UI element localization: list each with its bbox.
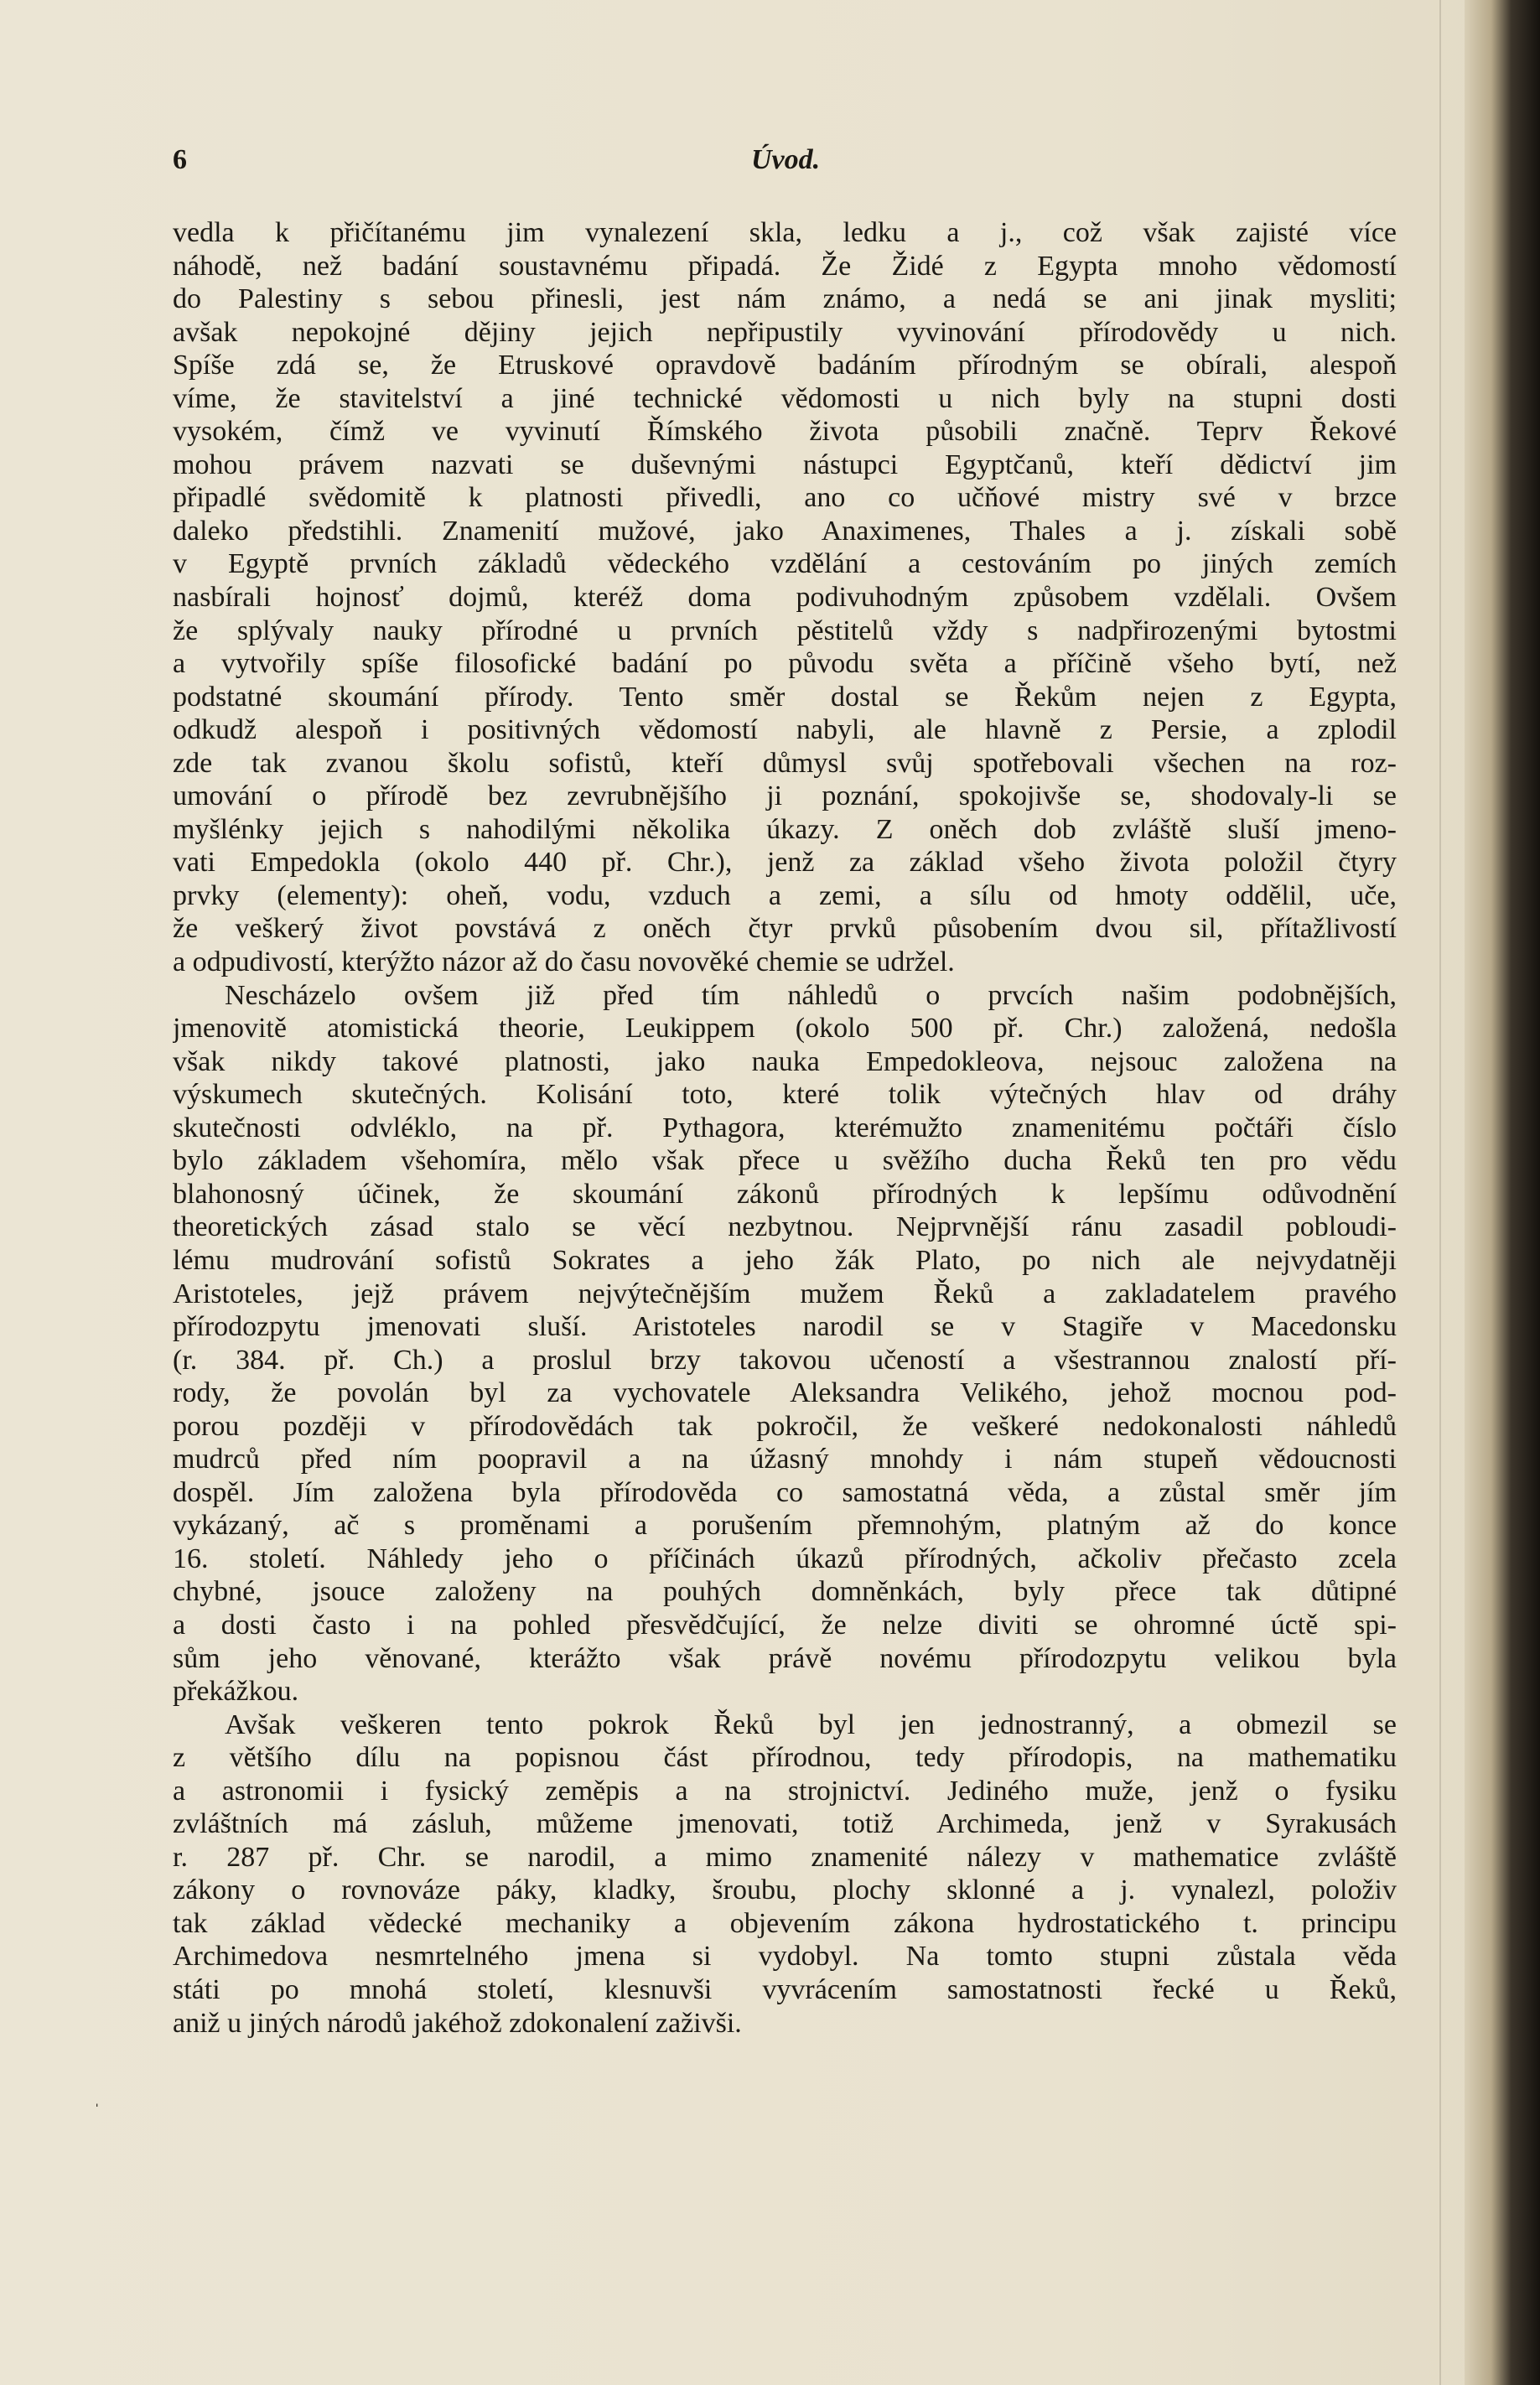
text-line: vysokém, čímž ve vyvinutí Římského života působili značně. Teprv Řekové <box>173 416 1397 448</box>
text-line: vykázaný, ač s proměnami a porušením přemnohým, platným až do konce <box>173 1510 1397 1542</box>
text-line: Archimedova nesmrtelného jmena si vydobyl. Na tomto stupni zůstala věda <box>173 1941 1397 1973</box>
text-line: myšlénky jejich s nahodilými několika úkazy. Z oněch dob zvláště sluší jmeno- <box>173 813 1397 845</box>
margin-mark: ˈ <box>94 2100 101 2121</box>
text-line: a dosti často i na pohled přesvědčující, že nelze diviti se ohromné úctě spi- <box>173 1609 1397 1641</box>
text-line: rody, že povolán byl za vychovatele Aleksandra Velikého, jehož mocnou pod- <box>173 1377 1397 1409</box>
text-line: víme, že stavitelství a jiné technické vědomosti u nich byly na stupni dosti <box>173 382 1397 414</box>
text-line: že veškerý život povstává z oněch čtyr prvků působením dvou sil, přítažlivostí <box>173 913 1397 945</box>
text-line: prvky (elementy): oheň, vodu, vzduch a zemi, a sílu od hmoty oddělil, uče, <box>173 879 1397 911</box>
text-line: zvláštních má zásluh, můžeme jmenovati, totiž Archimeda, jenž v Syrakusách <box>173 1808 1397 1840</box>
text-line: a astronomii i fysický zeměpis a na strojnictví. Jediného muže, jenž o fysiku <box>173 1775 1397 1807</box>
body-text <box>173 216 1397 2040</box>
text-line: skutečnosti odvléklo, na př. Pythagora, kterémužto znamenitému počtáři číslo <box>173 1112 1397 1143</box>
text-line: a odpudivostí, kterýžto názor až do času novověké chemie se udržel. <box>173 946 955 978</box>
text-line: avšak nepokojné dějiny jejich nepřipustily vyvinování přírodovědy u nich. <box>173 316 1397 348</box>
text-line: r. 287 př. Chr. se narodil, a mimo znamenité nálezy v mathematice zvláště <box>173 1841 1397 1873</box>
text-line: Spíše zdá se, že Etruskové opravdově badáním přírodným se obírali, alespoň <box>173 350 1397 381</box>
text-line: vati Empedokla (okolo 440 př. Chr.), jenž za základ všeho života položil čtyry <box>173 847 1397 879</box>
text-line: chybné, jsouce založeny na pouhých domněnkách, byly přece tak důtipné <box>173 1576 1397 1608</box>
text-line: umování o přírodě bez zevrubnějšího ji poznání, spokojivše se, shodovaly-li se <box>173 780 1397 812</box>
text-line: theoretických zásad stalo se věcí nezbytnou. Nejprvnější ránu zasadil pobloudi- <box>173 1211 1397 1243</box>
text-line: Aristoteles, jejž právem nejvýtečnějším mužem Řeků a zakladatelem pravého <box>173 1278 1397 1309</box>
text-line: dospěl. Jím založena byla přírodověda co samostatná věda, a zůstal směr jím <box>173 1476 1397 1508</box>
paragraph-start-line: Nescházelo ovšem již před tím náhledů o prvcích našim podobnějších, <box>225 979 1397 1011</box>
text-line: daleko předstihli. Znamenití mužové, jako Anaximenes, Thales a j. získali sobě <box>173 515 1397 547</box>
text-line: porou později v přírodovědách tak pokročil, že veškeré nedokonalosti náhledů <box>173 1410 1397 1442</box>
text-line: 16. století. Náhledy jeho o příčinách úkazů přírodných, ačkoliv přečasto zcela <box>173 1542 1397 1574</box>
text-line: však nikdy takové platnosti, jako nauka Empedokleova, nejsouc založena na <box>173 1045 1397 1077</box>
book-binding-edge <box>1465 0 1540 2385</box>
text-line: zde tak zvanou školu sofistů, kteří důmysl svůj spotřebovali všechen na roz- <box>173 747 1397 779</box>
running-head: Úvod. <box>751 144 821 175</box>
text-line: mudrců před ním poopravil a na úžasný mnohdy i nám stupeň vědoucnosti <box>173 1444 1397 1475</box>
paragraph-start-line: Avšak veškeren tento pokrok Řeků byl jen jednostranný, a obmezil se <box>225 1708 1397 1740</box>
text-line: vedla k přičítanému jim vynalezení skla, ledku a j., což však zajisté více <box>173 217 1397 248</box>
text-line: aniž u jiných národů jakéhož zdokonalení zaživši. <box>173 2007 742 2039</box>
text-line: (r. 384. př. Ch.) a proslul brzy takovou učeností a všestrannou znalostí pří- <box>173 1344 1397 1376</box>
text-line: bylo základem všehomíra, mělo však přece u svěžího ducha Řeků ten pro vědu <box>173 1145 1397 1177</box>
text-line: do Palestiny s sebou přinesli, jest nám známo, a nedá se ani jinak mysliti; <box>173 283 1397 315</box>
text-line: lému mudrování sofistů Sokrates a jeho žák Plato, po nich ale nejvydatněji <box>173 1244 1397 1276</box>
text-line: podstatné skoumání přírody. Tento směr dostal se Řekům nejen z Egypta, <box>173 681 1397 713</box>
page-fold-line <box>1439 0 1441 2385</box>
text-line: a vytvořily spíše filosofické badání po původu světa a příčině všeho bytí, než <box>173 648 1397 680</box>
text-line: překážkou. <box>173 1676 299 1708</box>
text-line: tak základ vědecké mechaniky a objevením zákona hydrostatického t. principu <box>173 1907 1397 1939</box>
text-line: přírodozpytu jmenovati sluší. Aristoteles narodil se v Stagiře v Macedonsku <box>173 1311 1397 1343</box>
text-line: zákony o rovnováze páky, kladky, šroubu, plochy sklonné a j. vynalezl, položiv <box>173 1874 1397 1906</box>
text-line: státi po mnohá století, klesnuvši vyvrácením samostatnosti řecké u Řeků, <box>173 1973 1397 2005</box>
text-line: že splývaly nauky přírodné u prvních pěstitelů vždy s nadpřirozenými bytostmi <box>173 614 1397 646</box>
text-line: v Egyptě prvních základů vědeckého vzdělání a cestováním po jiných zemích <box>173 548 1397 580</box>
text-line: odkudž alespoň i positivných vědomostí nabyli, ale hlavně z Persie, a zplodil <box>173 714 1397 746</box>
page-number: 6 <box>173 144 187 175</box>
text-line: z většího dílu na popisnou část přírodnou, tedy přírodopis, na mathematiku <box>173 1742 1397 1774</box>
text-line: jmenovitě atomistická theorie, Leukippem (okolo 500 př. Chr.) založená, nedošla <box>173 1013 1397 1045</box>
text-line: mohou právem nazvati se duševnými nástupci Egyptčanů, kteří dědictví jim <box>173 448 1397 480</box>
text-line: nasbírali hojnosť dojmů, kteréž doma podivuhodným způsobem vzdělali. Ovšem <box>173 582 1397 614</box>
page-header <box>173 144 1397 184</box>
text-line: sům jeho věnované, kterážto však právě novému přírodozpytu velikou byla <box>173 1642 1397 1674</box>
text-line: připadlé svědomitě k platnosti přivedli, ano co učňové mistry své v brzce <box>173 482 1397 514</box>
text-line: výskumech skutečných. Kolisání toto, které tolik výtečných hlav od dráhy <box>173 1079 1397 1111</box>
text-line: blahonosný účinek, že skoumání zákonů přírodných k lepšímu odůvodnění <box>173 1178 1397 1210</box>
text-line: náhodě, než badání soustavnému připadá. Že Židé z Egypta mnoho vědomostí <box>173 250 1397 282</box>
